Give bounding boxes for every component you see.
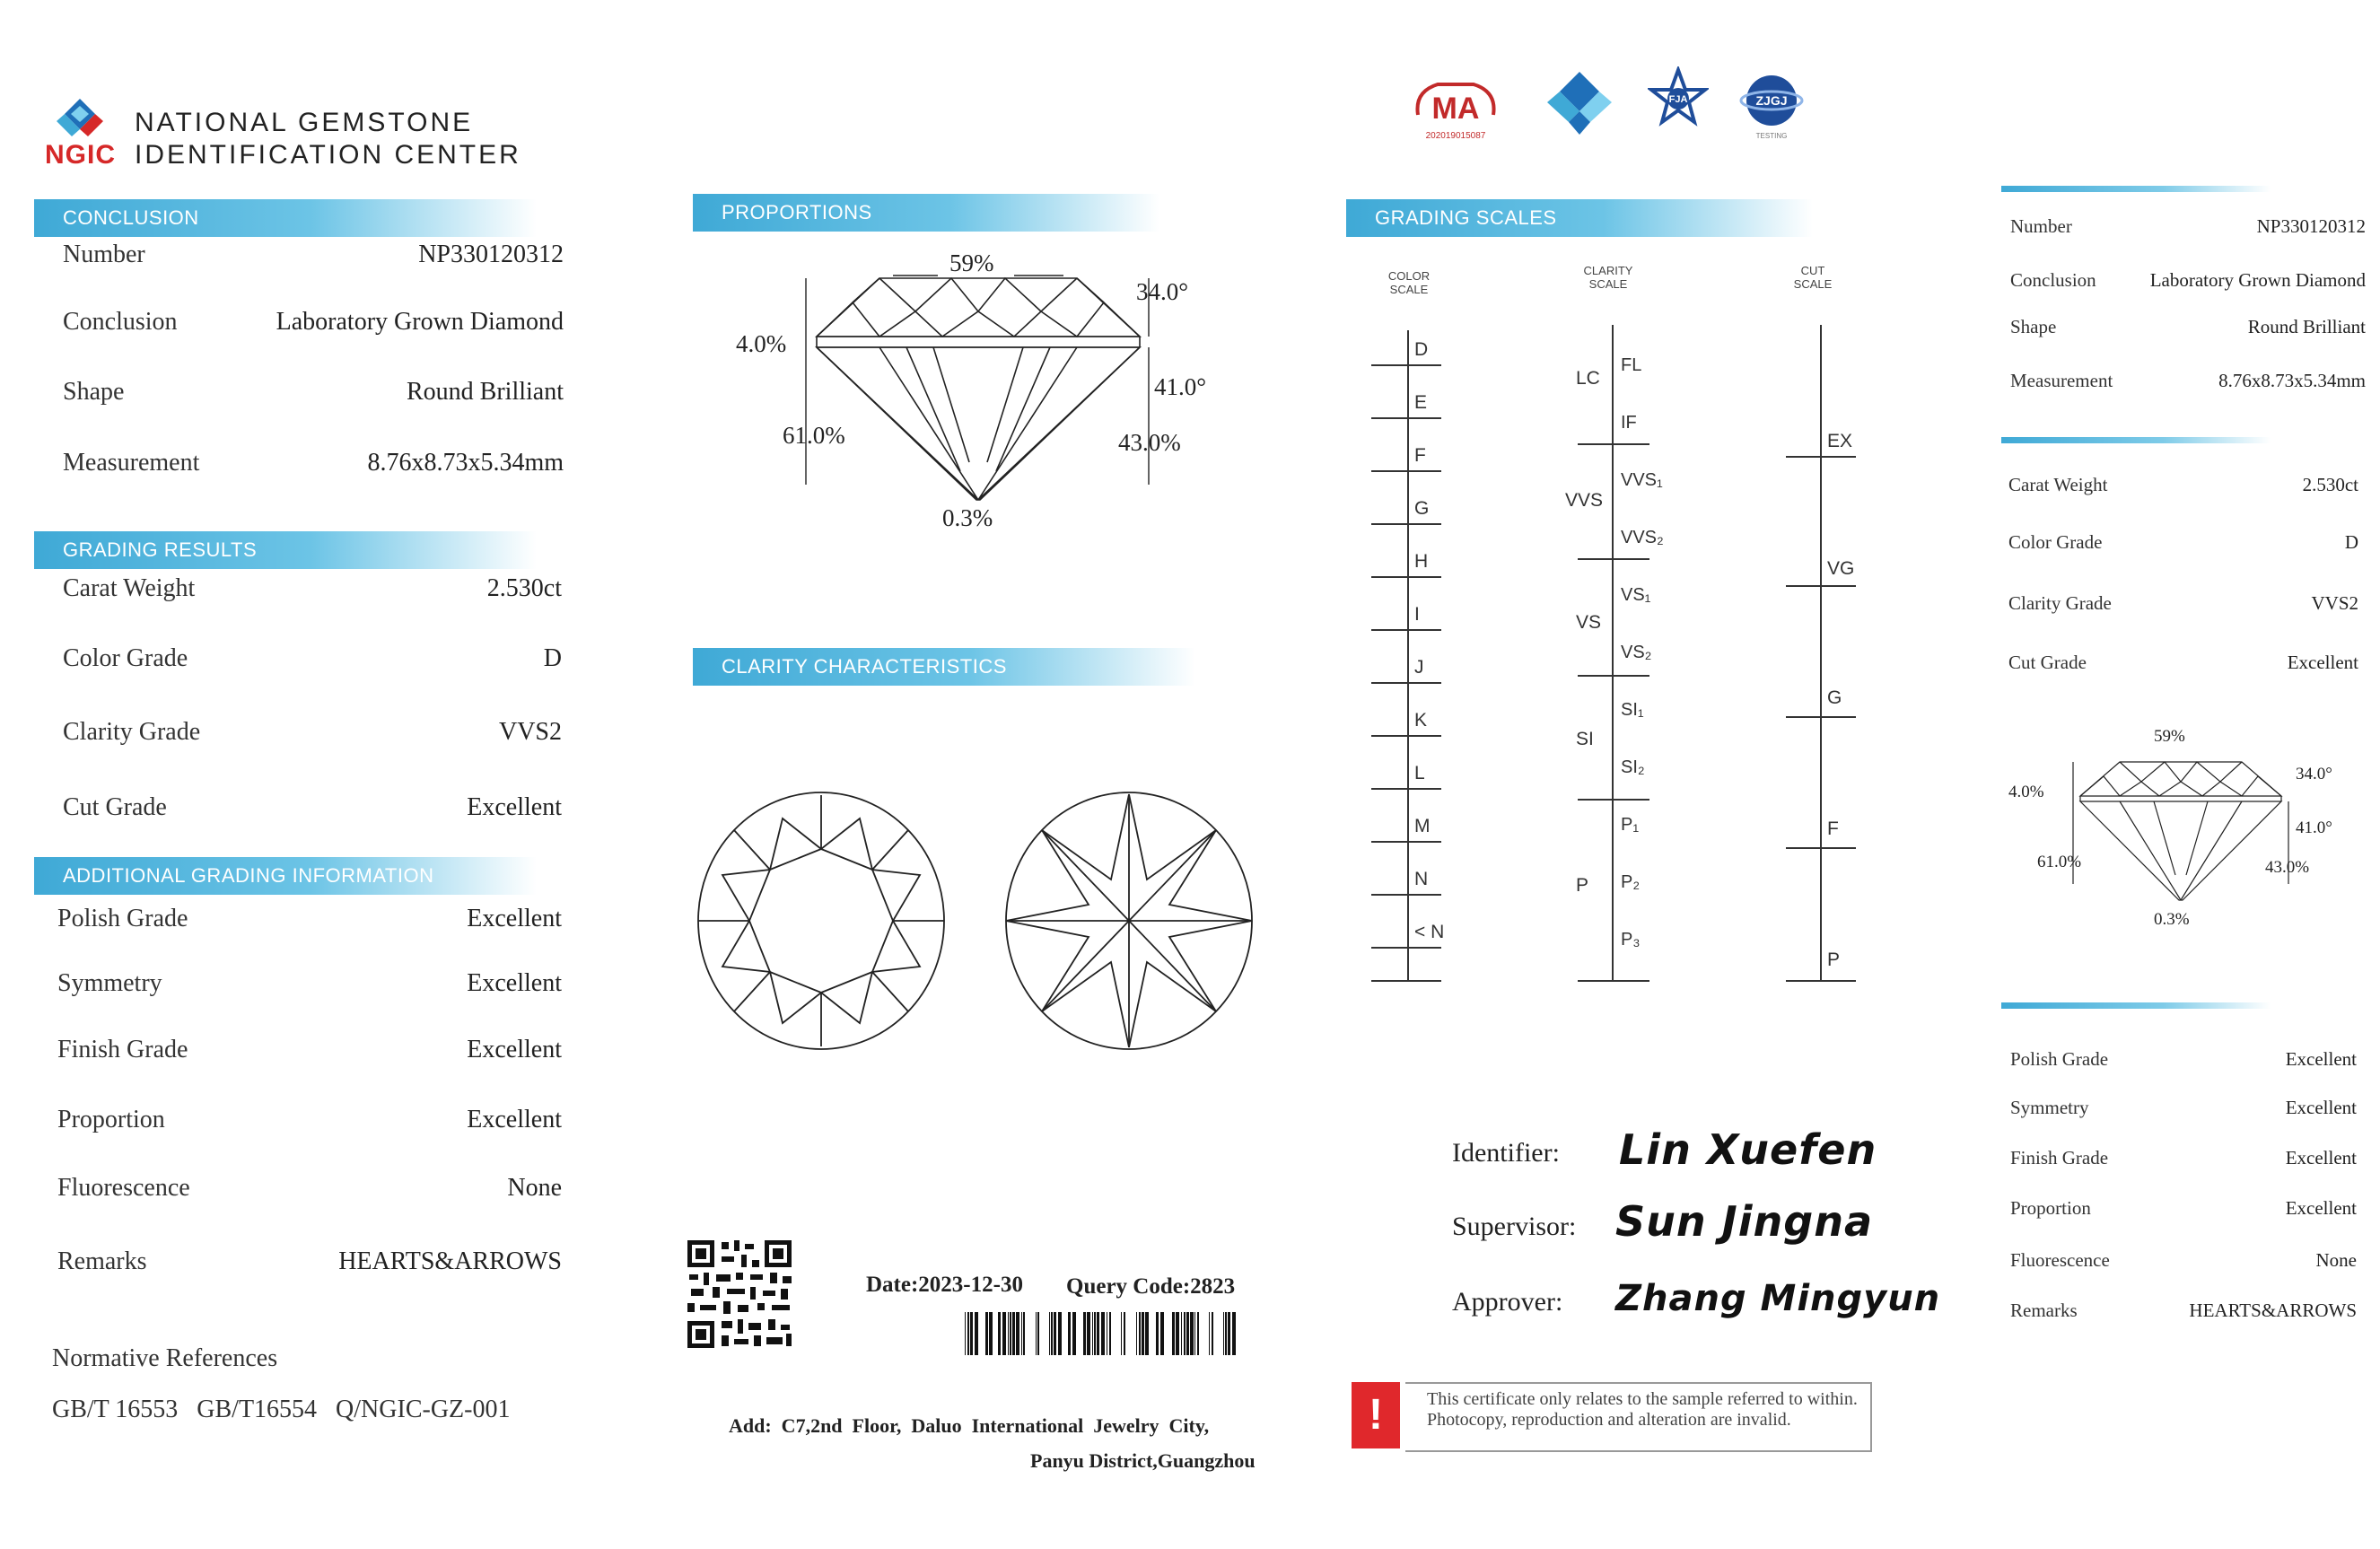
color-scale-tick <box>1371 576 1441 578</box>
clarity-grade-label: FL <box>1621 355 1642 375</box>
barcode-bar <box>1072 1312 1076 1355</box>
prop-pavilion-angle: 41.0° <box>1154 373 1207 400</box>
cut-scale-tick <box>1786 456 1856 458</box>
barcode-bar <box>985 1312 988 1355</box>
color-grade-label: K <box>1414 710 1428 731</box>
svg-text:202019015087: 202019015087 <box>1425 131 1486 141</box>
barcode-bar <box>1172 1312 1175 1355</box>
barcode-bar <box>1186 1312 1189 1355</box>
section-grading-results: GRADING RESULTS <box>34 531 537 569</box>
color-grade-label: F <box>1414 445 1426 466</box>
color-scale-tick <box>1371 788 1441 790</box>
color-grade-label: I <box>1414 604 1420 625</box>
cut-grade-label: G <box>1827 687 1842 708</box>
barcode-bar <box>1176 1312 1179 1355</box>
barcode-bar <box>1101 1312 1105 1355</box>
barcode-bar <box>989 1312 993 1355</box>
clarity-pavilion-view <box>1003 790 1255 1052</box>
cut-grade-label: VG <box>1827 558 1855 579</box>
row-value: D <box>543 644 562 672</box>
summary-row-label: Measurement <box>2010 370 2113 391</box>
barcode-bar <box>1145 1312 1149 1355</box>
clarity-crown-view <box>696 790 947 1052</box>
prop-crown-height: 4.0% <box>736 330 787 357</box>
cut-scale-tick <box>1786 847 1856 849</box>
brand-name-line2: IDENTIFICATION CENTER <box>135 140 521 170</box>
cut-scale-tick <box>1786 980 1856 982</box>
barcode-bar <box>1087 1312 1090 1355</box>
barcode-bar <box>1109 1312 1111 1355</box>
clarity-grade-label: P₃ <box>1621 930 1641 950</box>
summary-row-value: Laboratory Grown Diamond <box>2149 269 2366 291</box>
color-grade-label: J <box>1414 657 1424 678</box>
cut-grade-label: EX <box>1827 431 1853 451</box>
barcode-bar <box>1160 1312 1164 1355</box>
sum-prop-total-depth: 61.0% <box>2037 853 2082 871</box>
row-label: Fluorescence <box>57 1174 190 1202</box>
summary-row-value: Excellent <box>2285 1048 2357 1070</box>
supervisor-signature: Sun Jingna <box>1615 1197 1873 1246</box>
clarity-grade-label: VVS₂ <box>1621 528 1664 547</box>
qr-code[interactable] <box>686 1238 793 1350</box>
sum-prop-pavilion-depth: 43.0% <box>2265 858 2310 877</box>
clarity-scale-axis <box>1612 325 1614 980</box>
barcode-bar <box>1223 1312 1224 1355</box>
row-label: Carat Weight <box>63 574 196 602</box>
clarity-scale-tick <box>1578 558 1649 560</box>
summary-row-value: D <box>2344 531 2358 553</box>
clarity-grade-label: VS₂ <box>1621 643 1652 662</box>
section-proportions: PROPORTIONS <box>693 194 1159 232</box>
row-value: 8.76x8.73x5.34mm <box>367 449 564 477</box>
cut-scale-tick <box>1786 716 1856 718</box>
summary-row-value: 2.530ct <box>2302 474 2358 495</box>
summary-bar-1 <box>2001 186 2271 192</box>
cut-grade-label: F <box>1827 818 1839 839</box>
barcode-bar <box>1002 1312 1006 1355</box>
clarity-scale-tick <box>1578 443 1649 445</box>
barcode-bar <box>1036 1312 1037 1355</box>
normative-title: Normative References <box>52 1344 278 1372</box>
summary-row-label: Shape <box>2010 316 2057 337</box>
barcode-bar <box>1092 1312 1093 1355</box>
barcode-bar <box>1068 1312 1071 1355</box>
row-label: Shape <box>63 378 125 406</box>
summary-row-value: None <box>2315 1249 2357 1271</box>
clarity-grade-label: SI₂ <box>1621 757 1645 777</box>
row-label: Number <box>63 241 145 268</box>
identifier-signature: Lin Xuefen <box>1619 1125 1877 1174</box>
summary-row-label: Number <box>2010 215 2072 237</box>
color-scale-tick <box>1371 629 1441 631</box>
color-grade-label: N <box>1414 869 1429 889</box>
row-value: 2.530ct <box>486 574 562 602</box>
summary-row-value: Excellent <box>2285 1197 2357 1219</box>
clarity-grade-label: P₂ <box>1621 872 1641 892</box>
summary-bar-2 <box>2001 437 2271 443</box>
summary-row-value: Excellent <box>2285 1147 2357 1168</box>
color-grade-label: D <box>1414 339 1429 360</box>
row-label: Conclusion <box>63 308 178 336</box>
clarity-group-label: SI <box>1576 729 1594 749</box>
summary-row-value: Excellent <box>2285 1097 2357 1118</box>
color-grade-label: G <box>1414 498 1430 519</box>
barcode-bar <box>1136 1312 1137 1355</box>
prop-crown-angle: 34.0° <box>1136 278 1189 305</box>
summary-row-value: NP330120312 <box>2256 215 2366 237</box>
disclaimer-text: This certificate only relates to the sample referred to within. Photocopy, reproduction and alteration are invalid. <box>1427 1389 1858 1430</box>
clarity-scale-tick <box>1578 675 1649 677</box>
barcode-bar <box>1021 1312 1022 1355</box>
barcode-bar <box>1156 1312 1159 1355</box>
barcode-bar <box>1051 1312 1053 1355</box>
row-value: VVS2 <box>498 718 562 746</box>
barcode-bar <box>1232 1312 1236 1355</box>
barcode-bar <box>1058 1312 1062 1355</box>
barcode-bar <box>1190 1312 1194 1355</box>
summary-proportion-diagram <box>2064 749 2297 906</box>
brand-abbr: NGIC <box>45 140 116 170</box>
svg-text:FJA: FJA <box>1668 94 1688 105</box>
section-grading-scales: GRADING SCALES <box>1346 199 1813 237</box>
address-line2: Panyu District,Guangzhou <box>1030 1449 1256 1472</box>
prop-culet: 0.3% <box>942 504 993 531</box>
sum-prop-pavilion-angle: 41.0° <box>2296 818 2332 837</box>
disclaimer-box <box>1405 1382 1872 1452</box>
identifier-label: Identifier: <box>1452 1138 1560 1168</box>
barcode-bar <box>1194 1312 1195 1355</box>
prop-pavilion-depth: 43.0% <box>1118 429 1181 456</box>
color-scale-axis <box>1407 330 1409 980</box>
clarity-group-label: P <box>1576 875 1589 896</box>
barcode-bar <box>970 1312 973 1355</box>
color-scale-tick <box>1371 841 1441 843</box>
summary-row-label: Remarks <box>2010 1300 2078 1321</box>
barcode-bar <box>1181 1312 1182 1355</box>
row-label: Cut Grade <box>63 793 167 821</box>
prop-table: 59% <box>949 249 994 276</box>
clarity-grade-label: VVS₁ <box>1621 470 1663 490</box>
color-scale-tick <box>1371 417 1441 419</box>
clarity-grade-label: VS₁ <box>1621 585 1651 605</box>
clarity-group-label: LC <box>1576 368 1600 389</box>
row-value: Excellent <box>467 793 562 821</box>
clarity-grade-label: SI₁ <box>1621 700 1644 720</box>
ngic-diamond-logo <box>1542 70 1617 140</box>
summary-row-label: Proportion <box>2010 1197 2091 1219</box>
row-label: Measurement <box>63 449 200 477</box>
cut-scale-head: CUT SCALE <box>1793 264 1833 291</box>
summary-row-value: Round Brilliant <box>2247 316 2366 337</box>
summary-bar-3 <box>2001 1002 2271 1009</box>
row-label: Clarity Grade <box>63 718 201 746</box>
section-conclusion: CONCLUSION <box>34 199 537 237</box>
clarity-group-label: VS <box>1576 612 1602 633</box>
barcode-bar <box>1023 1312 1025 1355</box>
barcode-bar <box>1184 1312 1186 1355</box>
sum-prop-table: 59% <box>2154 727 2185 746</box>
barcode-bar <box>1010 1312 1011 1355</box>
barcode-bar <box>1054 1312 1056 1355</box>
color-grade-label: L <box>1414 763 1425 783</box>
brand-name-line1: NATIONAL GEMSTONE <box>135 108 474 137</box>
supervisor-label: Supervisor: <box>1452 1212 1577 1241</box>
barcode-bar <box>1097 1312 1099 1355</box>
clarity-scale-tick <box>1578 980 1649 982</box>
color-scale-tick <box>1371 947 1441 949</box>
clarity-group-label: VVS <box>1565 490 1604 511</box>
color-scale-tick <box>1371 470 1441 472</box>
issue-date: Date:2023-12-30 <box>866 1273 1023 1297</box>
color-scale-tick <box>1371 364 1441 366</box>
row-label: Symmetry <box>57 969 162 997</box>
color-scale-tick <box>1371 523 1441 525</box>
summary-row-label: Polish Grade <box>2010 1048 2109 1070</box>
barcode-bar <box>1212 1312 1213 1355</box>
summary-row-label: Cut Grade <box>2008 652 2087 673</box>
clarity-grade-label: P₁ <box>1621 815 1640 835</box>
barcode-bar <box>1139 1312 1141 1355</box>
barcode-bar <box>1049 1312 1050 1355</box>
barcode-bar <box>998 1312 1001 1355</box>
barcode-bar <box>967 1312 969 1355</box>
row-label: Proportion <box>57 1106 165 1133</box>
query-code: Query Code:2823 <box>1066 1274 1236 1299</box>
color-scale-head: COLOR SCALE <box>1387 269 1431 296</box>
summary-row-label: Symmetry <box>2010 1097 2089 1118</box>
summary-row-label: Conclusion <box>2010 269 2096 291</box>
barcode-bar <box>1037 1312 1039 1355</box>
barcode-bar <box>1197 1312 1199 1355</box>
barcode[interactable] <box>963 1312 1243 1355</box>
barcode-bar <box>1225 1312 1227 1355</box>
barcode-bar <box>1008 1312 1009 1355</box>
row-value: Laboratory Grown Diamond <box>276 308 564 336</box>
row-value: Excellent <box>467 905 562 932</box>
svg-text:MA: MA <box>1431 92 1480 126</box>
row-label: Color Grade <box>63 644 188 672</box>
summary-row-value: VVS2 <box>2311 592 2358 614</box>
address-line1: Add: C7,2nd Floor, Daluo International Jewelry City, <box>729 1414 1210 1437</box>
clarity-scale-tick <box>1578 799 1649 801</box>
summary-row-label: Clarity Grade <box>2008 592 2112 614</box>
approver-signature: Zhang Mingyun <box>1615 1278 1941 1319</box>
cma-logo <box>1411 74 1501 145</box>
row-value: Excellent <box>467 1036 562 1063</box>
summary-row-value: Excellent <box>2287 652 2358 673</box>
row-value: Round Brilliant <box>407 378 564 406</box>
row-value: Excellent <box>467 1106 562 1133</box>
approver-label: Approver: <box>1452 1287 1563 1317</box>
summary-row-label: Fluorescence <box>2010 1249 2110 1271</box>
row-label: Polish Grade <box>57 905 188 932</box>
svg-text:ZJGJ: ZJGJ <box>1755 93 1788 108</box>
alert-icon: ! <box>1352 1382 1400 1448</box>
color-grade-label: M <box>1414 816 1431 836</box>
summary-row-label: Finish Grade <box>2010 1147 2109 1168</box>
zjgj-logo <box>1737 72 1806 140</box>
clarity-scale-head: CLARITY SCALE <box>1583 264 1633 291</box>
sum-prop-crown-height: 4.0% <box>2008 783 2044 801</box>
normative-refs: GB/T 16553 GB/T16554 Q/NGIC-GZ-001 <box>52 1396 511 1423</box>
barcode-bar <box>1209 1312 1210 1355</box>
row-label: Remarks <box>57 1247 147 1275</box>
sum-prop-crown-angle: 34.0° <box>2296 765 2332 783</box>
barcode-bar <box>1124 1312 1125 1355</box>
sum-prop-culet: 0.3% <box>2154 910 2190 929</box>
barcode-bar <box>975 1312 978 1355</box>
color-scale-tick <box>1371 894 1441 896</box>
color-grade-label: H <box>1414 551 1429 572</box>
color-scale-tick <box>1371 735 1441 737</box>
color-grade-label: E <box>1414 392 1428 413</box>
cut-scale-axis <box>1820 325 1822 980</box>
barcode-bar <box>1121 1312 1122 1355</box>
clarity-grade-label: IF <box>1621 413 1637 433</box>
barcode-bar <box>1142 1312 1144 1355</box>
barcode-bar <box>1083 1312 1086 1355</box>
barcode-bar <box>1016 1312 1019 1355</box>
color-scale-tick <box>1371 980 1441 982</box>
section-additional: ADDITIONAL GRADING INFORMATION <box>34 857 537 895</box>
summary-row-label: Carat Weight <box>2008 474 2108 495</box>
barcode-bar <box>1012 1312 1015 1355</box>
color-scale-tick <box>1371 682 1441 684</box>
barcode-bar <box>965 1312 966 1355</box>
proportion-diagram <box>790 256 1167 512</box>
svg-text:TESTING: TESTING <box>1755 132 1788 140</box>
row-label: Finish Grade <box>57 1036 188 1063</box>
color-grade-label: < N <box>1414 922 1445 942</box>
row-value: Excellent <box>467 969 562 997</box>
summary-row-label: Color Grade <box>2008 531 2103 553</box>
summary-row-value: 8.76x8.73x5.34mm <box>2218 370 2366 391</box>
barcode-bar <box>1094 1312 1096 1355</box>
row-value: HEARTS&ARROWS <box>338 1247 562 1275</box>
prop-total-depth: 61.0% <box>783 422 845 449</box>
barcode-bar <box>1228 1312 1230 1355</box>
row-value: None <box>507 1174 562 1202</box>
cut-scale-tick <box>1786 585 1856 587</box>
row-value: NP330120312 <box>418 241 564 268</box>
summary-row-value: HEARTS&ARROWS <box>2189 1300 2357 1321</box>
cut-grade-label: P <box>1827 950 1841 970</box>
section-clarity: CLARITY CHARACTERISTICS <box>693 648 1195 686</box>
fja-logo <box>1648 66 1709 131</box>
